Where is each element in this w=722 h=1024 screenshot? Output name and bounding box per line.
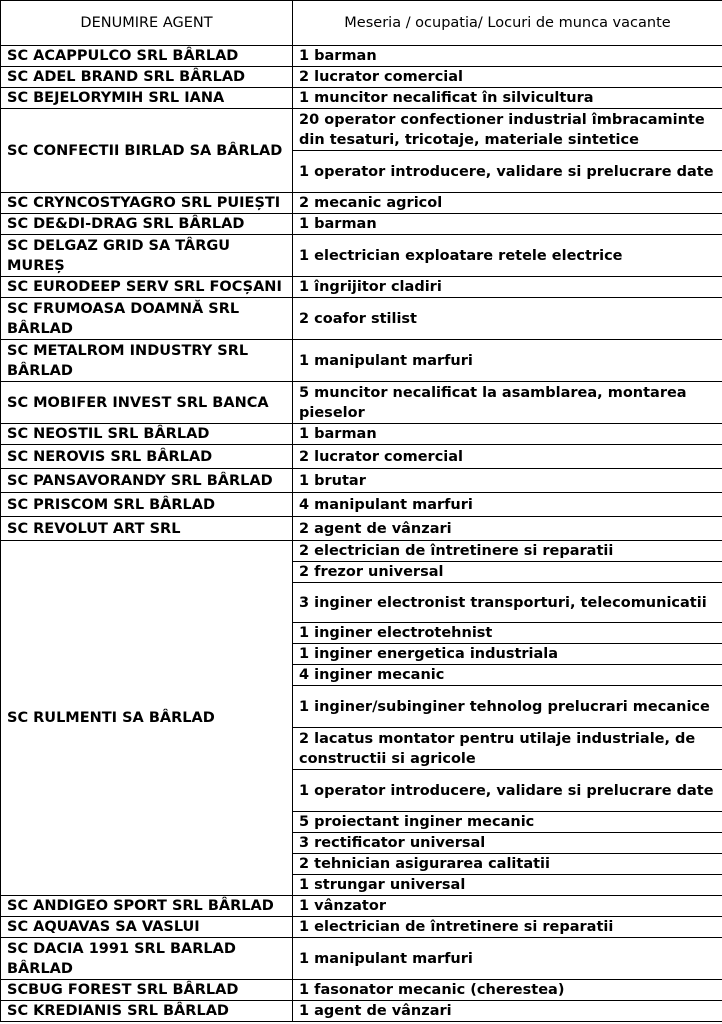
occupation-cell: 2 frezor universal: [293, 562, 722, 583]
occupation-cell: 5 muncitor necalificat la asamblarea, montarea pieselor: [293, 382, 722, 424]
agent-cell: SC ANDIGEO SPORT SRL BÂRLAD: [1, 896, 293, 917]
agent-cell: SC AQUAVAS SA VASLUI: [1, 917, 293, 938]
occupation-cell: 1 barman: [293, 214, 722, 235]
occupation-cell: 1 electrician de întretinere si reparatii: [293, 917, 722, 938]
occupation-cell: 20 operator confectioner industrial îmbracaminte din tesaturi, tricotaje, materiale sintetice: [293, 109, 722, 151]
table-row: [1, 109, 722, 151]
occupation-cell: 3 rectificator universal: [293, 833, 722, 854]
table-row: [1, 67, 722, 88]
occupation-cell: 1 inginer/subinginer tehnolog prelucrari mecanice: [293, 686, 722, 728]
occupation-cell: 2 agent de vânzari: [293, 517, 722, 541]
table-row: [1, 235, 722, 277]
occupation-cell: 1 electrician exploatare retele electrice: [293, 235, 722, 277]
table-row: [1, 938, 722, 980]
table-row: [1, 541, 722, 562]
occupation-cell: 1 barman: [293, 424, 722, 445]
table-row: [1, 469, 722, 493]
header-agent: DENUMIRE AGENT: [1, 1, 293, 46]
occupation-cell: 1 îngrijitor cladiri: [293, 277, 722, 298]
agent-cell: SC BEJELORYMIH SRL IANA: [1, 88, 293, 109]
occupation-cell: 2 lucrator comercial: [293, 67, 722, 88]
agent-cell: SC MOBIFER INVEST SRL BANCA: [1, 382, 293, 424]
agent-cell: SC DE&DI-DRAG SRL BÂRLAD: [1, 214, 293, 235]
occupation-cell: 1 brutar: [293, 469, 722, 493]
table-row: [1, 1001, 722, 1022]
agent-cell: SC CONFECTII BIRLAD SA BÂRLAD: [1, 109, 293, 193]
occupation-cell: 1 manipulant marfuri: [293, 938, 722, 980]
agent-cell: SC CRYNCOSTYAGRO SRL PUIEȘTI: [1, 193, 293, 214]
table-body: [1, 46, 722, 1022]
table-row: [1, 980, 722, 1001]
table-row: [1, 340, 722, 382]
agent-cell: SC RULMENTI SA BÂRLAD: [1, 541, 293, 896]
table-row: [1, 298, 722, 340]
agent-cell: SC PANSAVORANDY SRL BÂRLAD: [1, 469, 293, 493]
occupation-cell: 4 inginer mecanic: [293, 665, 722, 686]
occupation-cell: 1 barman: [293, 46, 722, 67]
agent-cell: SC REVOLUT ART SRL: [1, 517, 293, 541]
agent-cell: SC ADEL BRAND SRL BÂRLAD: [1, 67, 293, 88]
table-row: [1, 277, 722, 298]
agent-cell: SC ACAPPULCO SRL BÂRLAD: [1, 46, 293, 67]
table-row: [1, 193, 722, 214]
occupation-cell: 5 proiectant inginer mecanic: [293, 812, 722, 833]
occupation-cell: 1 vânzator: [293, 896, 722, 917]
agent-cell: SC FRUMOASA DOAMNĂ SRL BÂRLAD: [1, 298, 293, 340]
agent-cell: SCBUG FOREST SRL BÂRLAD: [1, 980, 293, 1001]
agent-cell: SC NEOSTIL SRL BÂRLAD: [1, 424, 293, 445]
occupation-cell: 2 electrician de întretinere si reparatii: [293, 541, 722, 562]
occupation-cell: 2 lucrator comercial: [293, 445, 722, 469]
header-row: [1, 1, 722, 46]
occupation-cell: 1 inginer electrotehnist: [293, 623, 722, 644]
table-row: [1, 46, 722, 67]
agent-cell: SC PRISCOM SRL BÂRLAD: [1, 493, 293, 517]
occupation-cell: 1 operator introducere, validare si prelucrare date: [293, 770, 722, 812]
table-row: [1, 517, 722, 541]
occupation-cell: 2 coafor stilist: [293, 298, 722, 340]
table-row: [1, 917, 722, 938]
agent-cell: SC METALROM INDUSTRY SRL BÂRLAD: [1, 340, 293, 382]
agent-cell: SC EURODEEP SERV SRL FOCȘANI: [1, 277, 293, 298]
agent-cell: SC KREDIANIS SRL BÂRLAD: [1, 1001, 293, 1022]
occupation-cell: 1 operator introducere, validare si prelucrare date: [293, 151, 722, 193]
table-row: [1, 493, 722, 517]
table-row: [1, 896, 722, 917]
occupation-cell: 1 inginer energetica industriala: [293, 644, 722, 665]
occupation-cell: 2 lacatus montator pentru utilaje industriale, de constructii si agricole: [293, 728, 722, 770]
table-row: [1, 424, 722, 445]
agent-cell: SC DELGAZ GRID SA TÂRGU MUREȘ: [1, 235, 293, 277]
occupation-cell: 4 manipulant marfuri: [293, 493, 722, 517]
occupation-cell: 1 strungar universal: [293, 875, 722, 896]
occupation-cell: 3 inginer electronist transporturi, telecomunicatii: [293, 583, 722, 623]
table-row: [1, 382, 722, 424]
agent-cell: SC DACIA 1991 SRL BARLAD BÂRLAD: [1, 938, 293, 980]
header-occupation: Meseria / ocupatia/ Locuri de munca vacante: [293, 1, 722, 46]
occupation-cell: 2 tehnician asigurarea calitatii: [293, 854, 722, 875]
occupation-cell: 1 fasonator mecanic (cherestea): [293, 980, 722, 1001]
agent-cell: SC NEROVIS SRL BÂRLAD: [1, 445, 293, 469]
table-row: [1, 214, 722, 235]
occupation-cell: 1 agent de vânzari: [293, 1001, 722, 1022]
table-row: [1, 445, 722, 469]
occupation-cell: 1 manipulant marfuri: [293, 340, 722, 382]
occupation-cell: 1 muncitor necalificat în silvicultura: [293, 88, 722, 109]
occupation-cell: 2 mecanic agricol: [293, 193, 722, 214]
table-row: [1, 88, 722, 109]
